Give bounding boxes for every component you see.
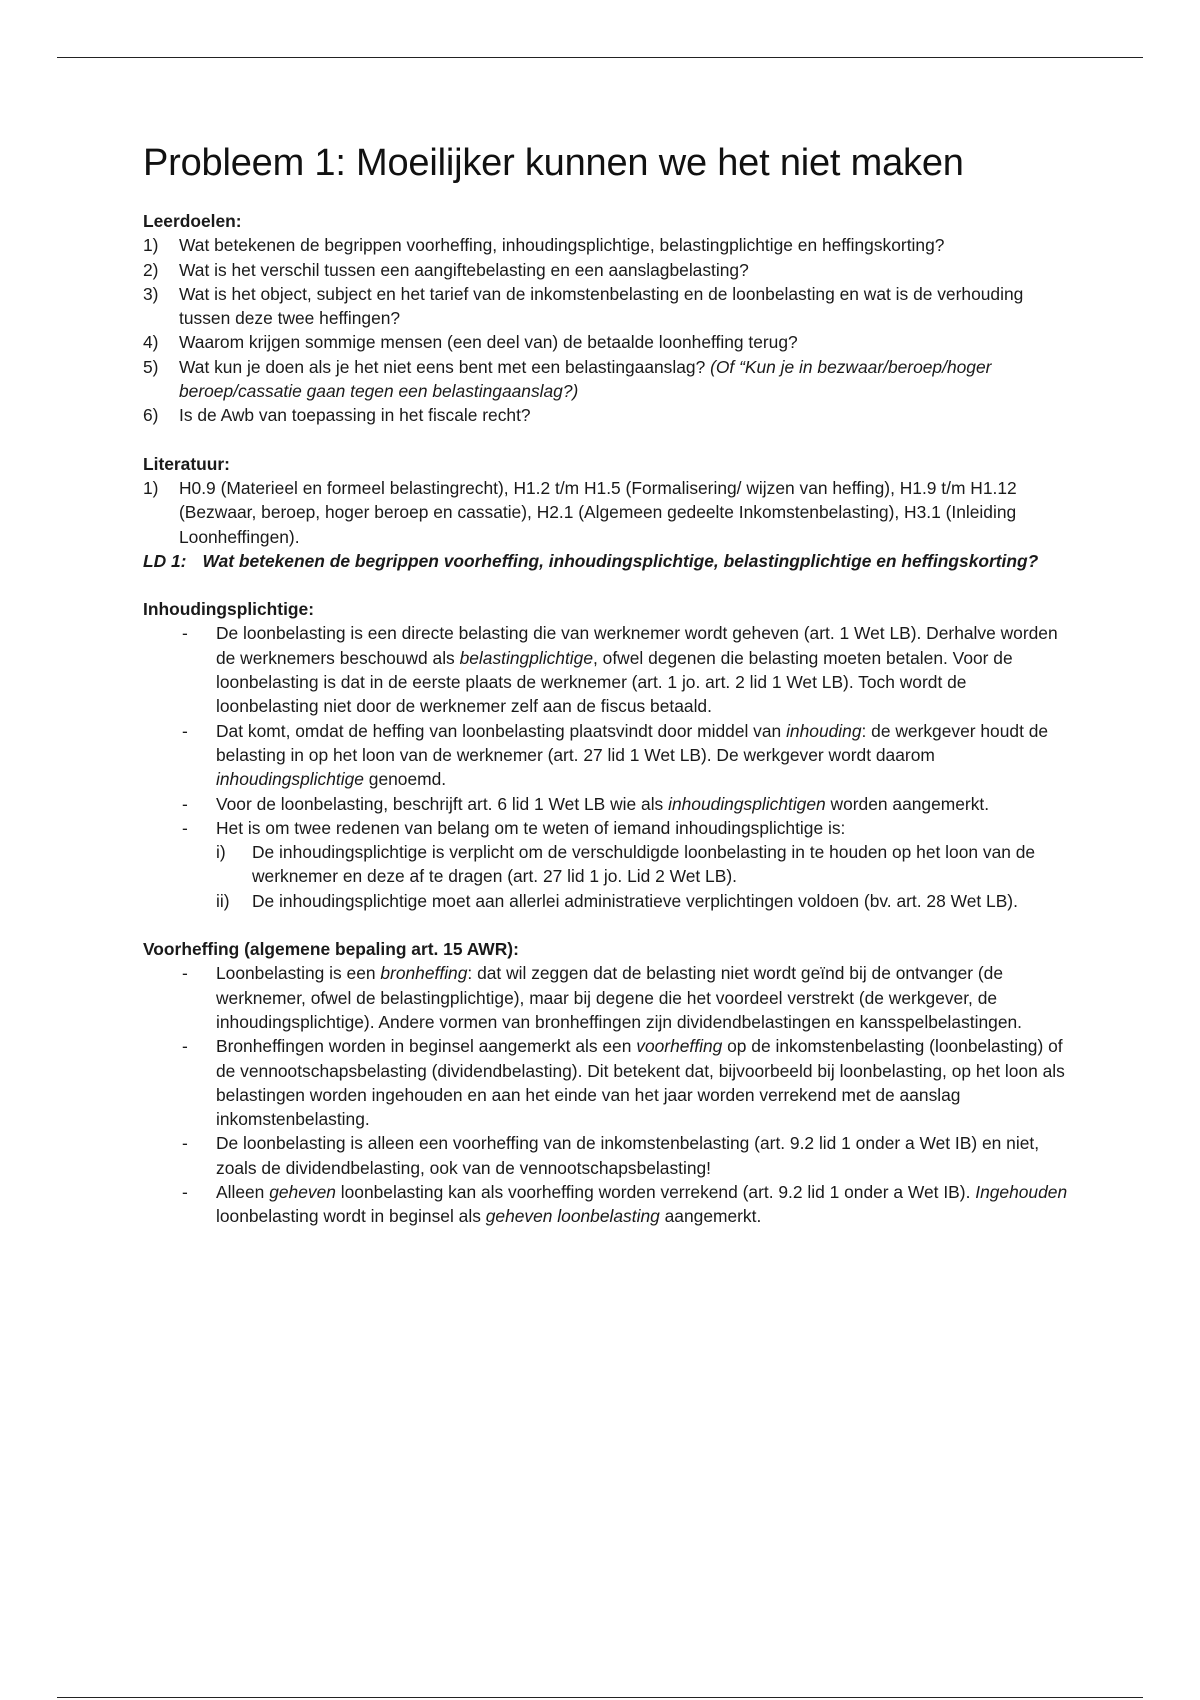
sub-list — [216, 840, 1073, 913]
text-run: De loonbelasting is een directe belasting die van werknemer wordt geheven (art. 1 Wet LB). Derhalve worden de werknemers beschouwd als — [216, 623, 1058, 668]
italic-run: Ingehouden — [975, 1181, 1068, 1202]
text-run: De loonbelasting is alleen een voorheffing van de inkomstenbelasting (art. 9.2 lid 1 onder a Wet IB) en niet, zoals de dividendbelasting, ook van de vennootschapsbelasting! — [216, 1133, 1040, 1178]
text-run: Voor de loonbelasting, beschrijft art. 6 lid 1 Wet LB wie als — [216, 793, 669, 814]
italic-run: inhoudingsplichtigen — [668, 793, 826, 814]
item-text: De inhoudingsplichtige is verplicht om de verschuldigde loonbelasting in te houden op het loon van de werknemer en deze af te dragen (art. 27 lid 1 jo. Lid 2 Wet LB). — [252, 842, 1036, 887]
italic-run: belastingplichtige — [459, 647, 594, 668]
text-run: Bronheffingen worden in beginsel aangemerkt als een — [216, 1036, 637, 1057]
ld1-heading — [143, 549, 1073, 573]
item-number: 4) — [143, 332, 159, 353]
text-run: : dat wil zeggen dat de belasting niet wordt geïnd bij de ontvanger (de werknemer, ofwel de belastingplichtige), maar bij degene die het voordeel verstrekt (de werkgever, de inhoudingsplichtige). Andere vormen van bronheffingen zijn dividendbelastingen en kansspelbelastingen. — [216, 963, 1023, 1032]
item-text: Wat betekenen de begrippen voorheffing, inhoudingsplichtige, belastingplichtige en heffingskorting? — [179, 235, 945, 256]
text-run: Loonbelasting is een — [216, 963, 381, 984]
item-number: 2) — [143, 259, 159, 280]
list-item: - Voor de loonbelasting, beschrijft art. 6 lid 1 Wet LB wie als inhoudingsplichtigen worden aangemerkt. — [182, 793, 990, 814]
text-run: worden aangemerkt. — [825, 793, 990, 814]
text-run: loonbelasting wordt in beginsel als — [216, 1206, 486, 1227]
item-number: ii) — [216, 890, 230, 911]
literatuur-list — [143, 476, 1073, 549]
italic-run: geheven — [269, 1181, 336, 1202]
document-page — [143, 142, 1073, 1229]
text-run: Dat komt, omdat de heffing van loonbelasting plaatsvindt door middel van — [216, 720, 787, 741]
item-number: 3) — [143, 283, 159, 304]
list-item — [143, 476, 1073, 549]
item-text: Wat kun je doen als je het niet eens bent met een belastingaanslag? — [179, 356, 706, 377]
item-text: Wat is het verschil tussen een aangiftebelasting en een aanslagbelasting? — [179, 259, 749, 280]
italic-run: inhoudingsplichtige — [216, 769, 364, 790]
italic-run: geheven loonbelasting — [485, 1206, 660, 1227]
item-italic-note: (Of “Kun je in bezwaar/beroep/hoger beroep/cassatie gaan tegen een belastingaanslag?) — [179, 356, 992, 402]
literatuur-heading: Literatuur: — [143, 453, 230, 474]
leerdoelen-heading: Leerdoelen: — [143, 211, 242, 231]
list-item — [143, 330, 1073, 354]
text-run: aangemerkt. — [659, 1206, 762, 1227]
text-run: genoemd. — [363, 769, 447, 790]
text-run: Het is om twee redenen van belang om te weten of iemand inhoudingsplichtige is: — [216, 817, 846, 838]
list-item: - Loonbelasting is een bronheffing: dat wil zeggen dat de belasting niet wordt geïnd bij de ontvanger (de werknemer, ofwel de belastingplichtige), maar bij degene die het voordeel verstrekt (de werkgever, de inhoudingsplichtige). Andere vormen van bronheffingen zijn dividendbelastingen en kansspelbelastingen. — [182, 963, 1023, 1032]
text-run: : de werkgever houdt de belasting in op het loon van de werknemer (art. 27 lid 1 Wet LB). De werkgever wordt daarom — [216, 720, 1049, 765]
text-run: op de inkomstenbelasting (loonbelasting) of de vennootschapsbelasting (dividendbelasting). Dit betekent dat, bijvoorbeeld bij loonbelasting, op het loon als belastingen worden ingehouden en aan het einde van het jaar worden verrekend met de aanslag inkomstenbelasting. — [216, 1036, 1065, 1130]
leerdoelen-list — [143, 233, 1073, 427]
item-number: i) — [216, 842, 226, 863]
voorheffing-list — [143, 961, 1073, 1228]
voorheffing-heading: Voorheffing (algemene bepaling art. 15 AWR): — [143, 939, 519, 960]
text-run: , ofwel degenen die belasting moeten betalen. Voor de loonbelasting is dat in de eerste plaats de werknemer (art. 1 jo. art. 2 lid 1 Wet LB). Toch wordt de loonbelasting niet door de werknemer zelf aan de fiscus betaald. — [216, 647, 1013, 717]
ld1-text: Wat betekenen de begrippen voorheffing, inhoudingsplichtige, belastingplichtige en heffingskorting? — [202, 550, 1039, 571]
italic-run: bronheffing — [380, 963, 468, 984]
list-item — [143, 355, 1073, 404]
text-run: Alleen — [216, 1181, 270, 1202]
sub-list-item — [216, 840, 1073, 889]
text-run: loonbelasting kan als voorheffing worden verrekend (art. 9.2 lid 1 onder a Wet IB). — [335, 1181, 976, 1202]
item-number: 1) — [143, 235, 159, 256]
list-item — [143, 258, 1073, 282]
footer-rule — [57, 1697, 1143, 1698]
italic-run: inhouding — [786, 720, 862, 741]
ld1-label: LD 1: — [143, 550, 187, 571]
item-number: 6) — [143, 405, 159, 426]
list-item — [143, 233, 1073, 257]
list-item: - Alleen geheven loonbelasting kan als voorheffing worden verrekend (art. 9.2 lid 1 onder a Wet IB). Ingehouden loonbelasting wordt in beginsel als geheven loonbelasting aangemerkt. — [182, 1181, 1068, 1227]
item-text: H0.9 (Materieel en formeel belastingrecht), H1.2 t/m H1.5 (Formalisering/ wijzen van heffing), H1.9 t/m H1.12 (Bezwaar, beroep, hoger beroep en cassatie), H2.1 (Algemeen gedeelte Inkomstenbelasting), H3.1 (Inleiding Loonheffingen). — [179, 477, 1017, 547]
item-text: Wat is het object, subject en het tarief van de inkomstenbelasting en de loonbelasting en wat is de verhouding tussen deze twee heffingen? — [179, 283, 1024, 329]
list-item: - Het is om twee redenen van belang om te weten of iemand inhoudingsplichtige is: i) De inhoudingsplichtige is verplicht om de verschuldigde loonbelasting in te houden op het loon van de werknemer en deze af te dragen (art. 27 lid 1 jo. Lid 2 Wet LB). ii) De inhoudingsplichtige moet aan allerlei administratieve verplichtingen voldoen (bv. art. 28 Wet LB). — [143, 816, 1073, 913]
list-item: - Bronheffingen worden in beginsel aangemerkt als een voorheffing op de inkomstenbelasting (loonbelasting) of de vennootschapsbelasting (dividendbelasting). Dit betekent dat, bijvoorbeeld bij loonbelasting, op het loon als belastingen worden ingehouden en aan het einde van het jaar worden verrekend met de aanslag inkomstenbelasting. — [182, 1036, 1065, 1130]
item-text: Is de Awb van toepassing in het fiscale recht? — [179, 405, 531, 426]
sub-list-item — [216, 889, 1073, 913]
item-text: Waarom krijgen sommige mensen (een deel van) de betaalde loonheffing terug? — [179, 332, 798, 353]
inhoudingsplichtige-heading: Inhoudingsplichtige: — [143, 599, 314, 620]
list-item — [143, 282, 1073, 331]
header-rule — [57, 57, 1143, 58]
list-item: - Dat komt, omdat de heffing van loonbelasting plaatsvindt door middel van inhouding: de werkgever houdt de belasting in op het loon van de werknemer (art. 27 lid 1 Wet LB). De werkgever wordt daarom inhoudingsplichtige genoemd. — [182, 720, 1049, 790]
list-item: - De loonbelasting is een directe belasting die van werknemer wordt geheven (art. 1 Wet LB). Derhalve worden de werknemers beschouwd als belastingplichtige, ofwel degenen die belasting moeten betalen. Voor de loonbelasting is dat in de eerste plaats de werknemer (art. 1 jo. art. 2 lid 1 Wet LB). Toch wordt de loonbelasting niet door de werknemer zelf aan de fiscus betaald. — [182, 623, 1058, 717]
item-text: De inhoudingsplichtige moet aan allerlei administratieve verplichtingen voldoen (bv. art. 28 Wet LB). — [252, 890, 1018, 911]
list-item — [143, 403, 1073, 427]
list-item: - De loonbelasting is alleen een voorheffing van de inkomstenbelasting (art. 9.2 lid 1 onder a Wet IB) en niet, zoals de dividendbelasting, ook van de vennootschapsbelasting! — [182, 1133, 1040, 1178]
page-title: Probleem 1: Moeilijker kunnen we het niet maken — [143, 142, 964, 184]
item-number: 5) — [143, 356, 159, 377]
item-number: 1) — [143, 477, 159, 498]
italic-run: voorheffing — [636, 1036, 723, 1057]
inhoudingsplichtige-list — [143, 621, 1073, 913]
